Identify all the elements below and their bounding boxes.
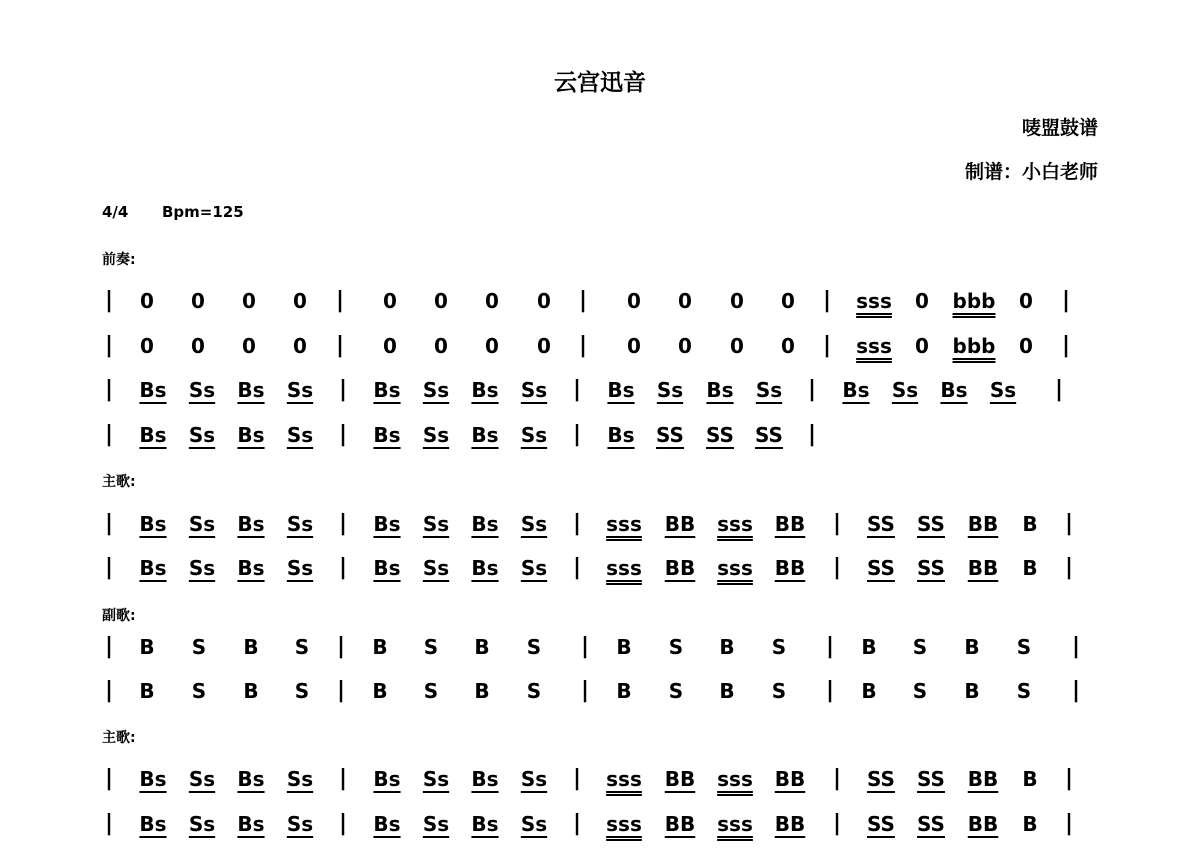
- note: bbb: [952, 289, 996, 313]
- note: 0: [627, 334, 641, 358]
- note: Bs: [139, 556, 167, 580]
- bar-line: |: [572, 377, 582, 402]
- note: S: [526, 679, 542, 703]
- bar-line: |: [578, 333, 588, 358]
- note: 0: [383, 334, 397, 358]
- note: BB: [967, 556, 999, 580]
- note: Ss: [188, 378, 216, 402]
- note: 0: [915, 334, 929, 358]
- note: 0: [383, 289, 397, 313]
- note: Ss: [520, 423, 548, 447]
- notation-row: [0, 810, 1200, 844]
- note: Ss: [286, 423, 314, 447]
- note: Ss: [422, 556, 450, 580]
- bar-line: |: [336, 634, 346, 659]
- bar-line: |: [825, 678, 835, 703]
- note: Ss: [656, 378, 684, 402]
- note: Bs: [237, 378, 265, 402]
- note: sss: [606, 767, 642, 791]
- note: Ss: [188, 423, 216, 447]
- bar-line: |: [832, 511, 842, 536]
- notation-row: [0, 765, 1200, 799]
- note: 0: [434, 289, 448, 313]
- bar-line: |: [338, 811, 348, 836]
- note: B: [1022, 556, 1038, 580]
- bar-line: |: [338, 511, 348, 536]
- bar-line: |: [832, 766, 842, 791]
- note: Bs: [237, 556, 265, 580]
- bar-line: |: [1054, 377, 1064, 402]
- note: 0: [293, 334, 307, 358]
- note: Ss: [520, 556, 548, 580]
- note: Bs: [139, 812, 167, 836]
- note: Ss: [520, 378, 548, 402]
- note: B: [861, 635, 877, 659]
- note: Bs: [139, 378, 167, 402]
- notation-row: [0, 376, 1200, 410]
- note: BB: [664, 556, 696, 580]
- note: Bs: [373, 378, 401, 402]
- bar-line: |: [335, 333, 345, 358]
- note: 0: [678, 334, 692, 358]
- note: 0: [191, 334, 205, 358]
- bar-line: |: [104, 766, 114, 791]
- note: B: [1022, 512, 1038, 536]
- bar-line: |: [104, 811, 114, 836]
- note: 0: [730, 289, 744, 313]
- note: sss: [717, 512, 753, 536]
- bar-line: |: [104, 288, 114, 313]
- note: S: [668, 679, 684, 703]
- bar-line: |: [104, 377, 114, 402]
- note: B: [719, 679, 735, 703]
- note: S: [912, 635, 928, 659]
- note: SS: [706, 423, 734, 447]
- note: SS: [917, 767, 945, 791]
- note: Bs: [139, 512, 167, 536]
- bar-line: |: [578, 288, 588, 313]
- note: Bs: [607, 423, 635, 447]
- note: Bs: [607, 378, 635, 402]
- note: sss: [717, 812, 753, 836]
- note: Ss: [520, 812, 548, 836]
- note: 0: [1019, 289, 1033, 313]
- bar-line: |: [1064, 555, 1074, 580]
- notation-row: [0, 332, 1200, 366]
- note: Ss: [520, 512, 548, 536]
- note: S: [191, 679, 207, 703]
- bar-line: |: [104, 422, 114, 447]
- note: Ss: [891, 378, 919, 402]
- note: Ss: [286, 556, 314, 580]
- note: Bs: [940, 378, 968, 402]
- bar-line: |: [104, 634, 114, 659]
- note: B: [1022, 812, 1038, 836]
- note: Ss: [188, 812, 216, 836]
- time-signature: 4/4: [102, 203, 129, 221]
- note: 0: [140, 289, 154, 313]
- note: Ss: [422, 423, 450, 447]
- bar-line: |: [572, 511, 582, 536]
- note: Ss: [422, 512, 450, 536]
- note: B: [243, 635, 259, 659]
- note: Bs: [471, 767, 499, 791]
- note: BB: [774, 512, 806, 536]
- bar-line: |: [572, 766, 582, 791]
- note: S: [771, 679, 787, 703]
- bar-line: |: [1064, 511, 1074, 536]
- note: 0: [242, 334, 256, 358]
- bar-line: |: [580, 634, 590, 659]
- note: SS: [917, 812, 945, 836]
- note: SS: [867, 767, 895, 791]
- note: Ss: [286, 378, 314, 402]
- note: B: [372, 635, 388, 659]
- note: sss: [856, 289, 892, 313]
- note: Bs: [373, 812, 401, 836]
- bar-line: |: [104, 555, 114, 580]
- note: B: [372, 679, 388, 703]
- page-title: 云宫迅音: [554, 70, 646, 96]
- section-label: 副歌:: [102, 608, 136, 624]
- bar-line: |: [104, 333, 114, 358]
- note: BB: [664, 812, 696, 836]
- note: Bs: [373, 512, 401, 536]
- note: BB: [967, 512, 999, 536]
- note: B: [616, 679, 632, 703]
- notation-row: [0, 633, 1200, 667]
- section-label: 主歌:: [102, 474, 136, 490]
- credit-author: 制谱：小白老师: [964, 161, 1098, 183]
- note: B: [861, 679, 877, 703]
- note: 0: [537, 334, 551, 358]
- bar-line: |: [335, 288, 345, 313]
- note: Ss: [188, 767, 216, 791]
- note: Bs: [237, 767, 265, 791]
- note: Bs: [139, 423, 167, 447]
- notation-row: [0, 554, 1200, 588]
- note: S: [771, 635, 787, 659]
- note: S: [1016, 635, 1032, 659]
- note: B: [719, 635, 735, 659]
- bar-line: |: [338, 377, 348, 402]
- note: 0: [627, 289, 641, 313]
- note: 0: [485, 334, 499, 358]
- note: Ss: [286, 812, 314, 836]
- note: B: [474, 635, 490, 659]
- note: Bs: [237, 812, 265, 836]
- bar-line: |: [572, 422, 582, 447]
- bar-line: |: [825, 634, 835, 659]
- bar-line: |: [572, 555, 582, 580]
- note: S: [294, 679, 310, 703]
- note: Bs: [471, 378, 499, 402]
- note: Ss: [422, 767, 450, 791]
- note: BB: [664, 767, 696, 791]
- note: Ss: [188, 556, 216, 580]
- note: Bs: [139, 767, 167, 791]
- note: B: [616, 635, 632, 659]
- note: Ss: [755, 378, 783, 402]
- bar-line: |: [822, 288, 832, 313]
- bar-line: |: [1061, 288, 1071, 313]
- note: Bs: [373, 556, 401, 580]
- note: Ss: [520, 767, 548, 791]
- bar-line: |: [338, 422, 348, 447]
- note: Bs: [237, 512, 265, 536]
- note: sss: [717, 556, 753, 580]
- note: Bs: [237, 423, 265, 447]
- note: S: [1016, 679, 1032, 703]
- bar-line: |: [580, 678, 590, 703]
- note: Bs: [471, 556, 499, 580]
- note: B: [474, 679, 490, 703]
- bar-line: |: [104, 678, 114, 703]
- note: S: [423, 679, 439, 703]
- note: 0: [434, 334, 448, 358]
- notation-row: [0, 677, 1200, 711]
- note: 0: [140, 334, 154, 358]
- note: bbb: [952, 334, 996, 358]
- note: 0: [1019, 334, 1033, 358]
- note: Ss: [188, 512, 216, 536]
- note: 0: [915, 289, 929, 313]
- tempo: Bpm=125: [162, 203, 244, 221]
- note: BB: [967, 767, 999, 791]
- note: B: [243, 679, 259, 703]
- note: S: [668, 635, 684, 659]
- note: BB: [967, 812, 999, 836]
- note: SS: [917, 512, 945, 536]
- bar-line: |: [832, 555, 842, 580]
- bar-line: |: [338, 555, 348, 580]
- bar-line: |: [832, 811, 842, 836]
- note: S: [423, 635, 439, 659]
- note: 0: [537, 289, 551, 313]
- section-label: 主歌:: [102, 730, 136, 746]
- note: S: [191, 635, 207, 659]
- note: B: [964, 635, 980, 659]
- note: Ss: [989, 378, 1017, 402]
- note: B: [139, 679, 155, 703]
- note: sss: [606, 812, 642, 836]
- note: B: [139, 635, 155, 659]
- credit-source: 唛盟鼓谱: [1021, 117, 1098, 139]
- note: 0: [730, 334, 744, 358]
- note: 0: [191, 289, 205, 313]
- bar-line: |: [1064, 766, 1074, 791]
- bar-line: |: [1061, 333, 1071, 358]
- note: Bs: [471, 512, 499, 536]
- note: Bs: [842, 378, 870, 402]
- note: Bs: [471, 812, 499, 836]
- note: Bs: [373, 767, 401, 791]
- note: 0: [242, 289, 256, 313]
- note: B: [1022, 767, 1038, 791]
- note: S: [294, 635, 310, 659]
- note: S: [912, 679, 928, 703]
- bar-line: |: [572, 811, 582, 836]
- note: BB: [774, 812, 806, 836]
- note: SS: [867, 556, 895, 580]
- note: Ss: [422, 378, 450, 402]
- note: 0: [678, 289, 692, 313]
- section-label: 前奏:: [102, 252, 136, 268]
- bar-line: |: [336, 678, 346, 703]
- bar-line: |: [104, 511, 114, 536]
- note: Bs: [706, 378, 734, 402]
- note: SS: [755, 423, 783, 447]
- notation-row: [0, 421, 1200, 455]
- note: S: [526, 635, 542, 659]
- note: 0: [781, 289, 795, 313]
- note: SS: [867, 512, 895, 536]
- note: B: [964, 679, 980, 703]
- note: SS: [867, 812, 895, 836]
- note: SS: [917, 556, 945, 580]
- bar-line: |: [1064, 811, 1074, 836]
- note: Ss: [286, 767, 314, 791]
- bar-line: |: [807, 422, 817, 447]
- note: BB: [664, 512, 696, 536]
- note: sss: [606, 512, 642, 536]
- note: Ss: [422, 812, 450, 836]
- note: 0: [485, 289, 499, 313]
- notation-row: [0, 287, 1200, 321]
- note: 0: [781, 334, 795, 358]
- bar-line: |: [1071, 634, 1081, 659]
- note: Bs: [373, 423, 401, 447]
- bar-line: |: [807, 377, 817, 402]
- note: Bs: [471, 423, 499, 447]
- note: sss: [856, 334, 892, 358]
- note: SS: [656, 423, 684, 447]
- note: Ss: [286, 512, 314, 536]
- bar-line: |: [1071, 678, 1081, 703]
- note: BB: [774, 556, 806, 580]
- note: sss: [606, 556, 642, 580]
- notation-row: [0, 510, 1200, 544]
- bar-line: |: [338, 766, 348, 791]
- note: sss: [717, 767, 753, 791]
- note: BB: [774, 767, 806, 791]
- bar-line: |: [822, 333, 832, 358]
- note: 0: [293, 289, 307, 313]
